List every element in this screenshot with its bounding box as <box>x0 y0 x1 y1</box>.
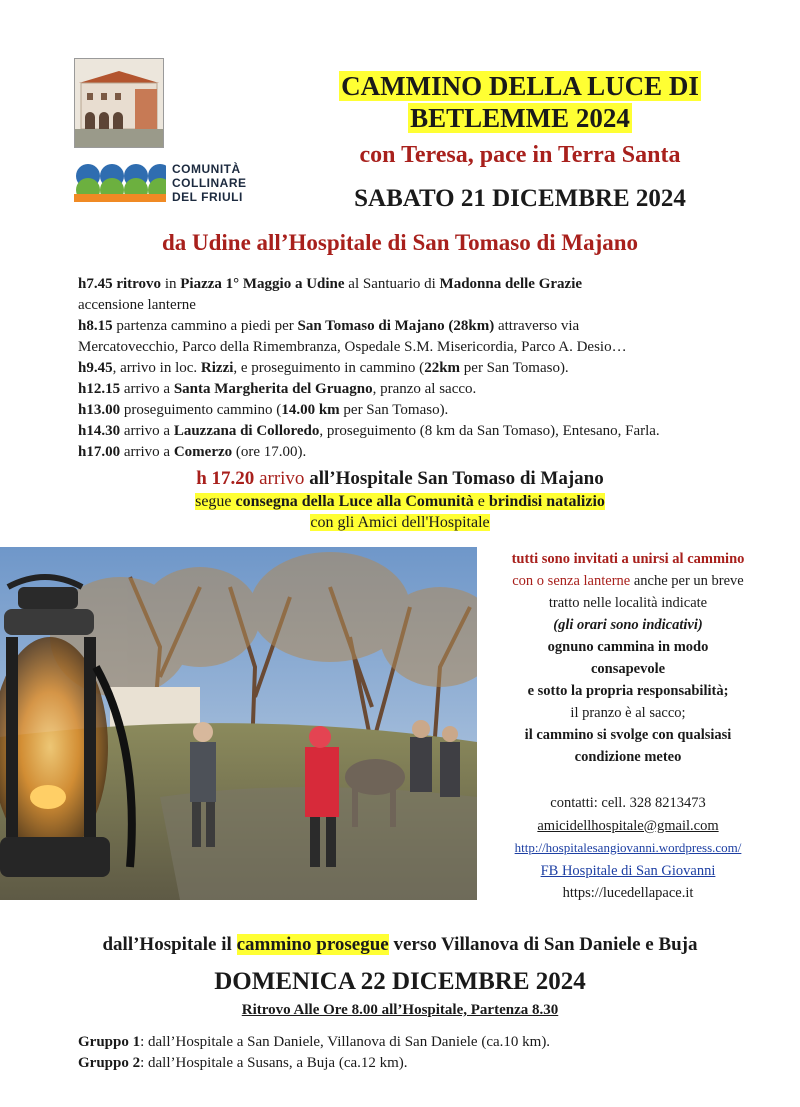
arrival-headline: h 17.20 arrivo all’Hospitale San Tomaso di Majano <box>196 468 604 489</box>
saturday-schedule <box>78 274 778 463</box>
sunday-groups <box>78 1032 778 1074</box>
sunday-date: DOMENICA 22 DICEMBRE 2024 <box>214 968 586 995</box>
schedule-line: h12.15 arrivo a Santa Margherita del Gruagno, pranzo al sacco. <box>78 381 477 397</box>
schedule-line: h7.45 ritrovo in Piazza 1° Maggio a Udine al Santuario di Madonna delle Grazie <box>78 276 583 292</box>
building-illustration <box>75 59 163 147</box>
saturday-date: SABATO 21 DICEMBRE 2024 <box>354 185 686 212</box>
invite-line: e sotto la propria responsabilità; <box>527 683 729 699</box>
sunday-continuation: dall’Hospitale il cammino prosegue verso Villanova di San Daniele e Buja <box>102 934 698 955</box>
schedule-line: h9.45, arrivo in loc. Rizzi, e proseguimento in cammino (22km per San Tomaso). <box>78 360 569 376</box>
contact-email-link[interactable]: amicidellhospitale@gmail.com <box>537 817 719 834</box>
walkers-photo <box>0 547 477 900</box>
contacts-block <box>478 792 778 905</box>
schedule-line: h8.15 partenza cammino a piedi per San Tomaso di Majano (28km) attraverso via <box>78 318 580 334</box>
walkers-with-lantern-illustration <box>0 547 477 900</box>
invitation-notice <box>478 548 778 768</box>
sunday-meeting-time: Ritrovo Alle Ore 8.00 all’Hospitale, Partenza 8.30 <box>241 1002 559 1018</box>
schedule-line: h17.00 arrivo a Comerzo (ore 17.00). <box>78 444 307 460</box>
schedule-line: Mercatovecchio, Parco della Rimembranza, Ospedale S.M. Misericordia, Parco A. Desio… <box>78 339 627 355</box>
contact-website-link[interactable]: http://hospitalesangiovanni.wordpress.com/ <box>514 840 742 855</box>
invite-line: tutti sono invitati a unirsi al cammino <box>511 551 745 567</box>
invite-line: con o senza lanterne anche per un breve <box>512 573 744 589</box>
event-title: CAMMINO DELLA LUCE DI BETLEMME 2024 <box>341 71 699 133</box>
arrival-hosts: con gli Amici dell'Hospitale <box>310 514 490 531</box>
invite-line: tratto nelle località indicate <box>548 595 708 611</box>
contact-phone: contatti: cell. 328 8213473 <box>550 795 706 811</box>
hospitale-building-logo <box>74 58 164 148</box>
schedule-line: accensione lanterne <box>78 297 196 313</box>
community-logo-text: COMUNITÀ COLLINARE DEL FRIULI <box>172 162 247 204</box>
schedule-line: h14.30 arrivo a Lauzzana di Colloredo, proseguimento (8 km da San Tomaso), Entesano, Farla. <box>78 423 660 439</box>
invite-line: (gli orari sono indicativi) <box>553 617 703 633</box>
contact-facebook-link[interactable]: FB Hospitale di San Giovanni <box>540 862 716 879</box>
arrival-ceremony: segue consegna della Luce alla Comunità e brindisi natalizio <box>195 493 605 510</box>
invite-line: il cammino si svolge con qualsiasi <box>524 727 732 743</box>
invite-line: ognuno cammina in modo <box>547 639 709 655</box>
invite-line: condizione meteo <box>574 749 682 765</box>
invite-line: il pranzo è al sacco; <box>570 705 686 721</box>
hills-logo-icon <box>74 160 166 206</box>
group-line: Gruppo 1: dall’Hospitale a San Daniele, Villanova di San Daniele (ca.10 km). <box>78 1034 551 1050</box>
contact-site2-link[interactable]: https://lucedellapace.it <box>562 885 694 901</box>
event-subtitle: con Teresa, pace in Terra Santa <box>359 142 681 168</box>
group-line: Gruppo 2: dall’Hospitale a Susans, a Buja (ca.12 km). <box>78 1055 408 1071</box>
comunita-collinare-logo <box>74 160 254 208</box>
saturday-route: da Udine all’Hospitale di San Tomaso di Majano <box>161 230 639 255</box>
schedule-line: h13.00 proseguimento cammino (14.00 km per San Tomaso). <box>78 402 449 418</box>
invite-line: consapevole <box>590 661 666 677</box>
